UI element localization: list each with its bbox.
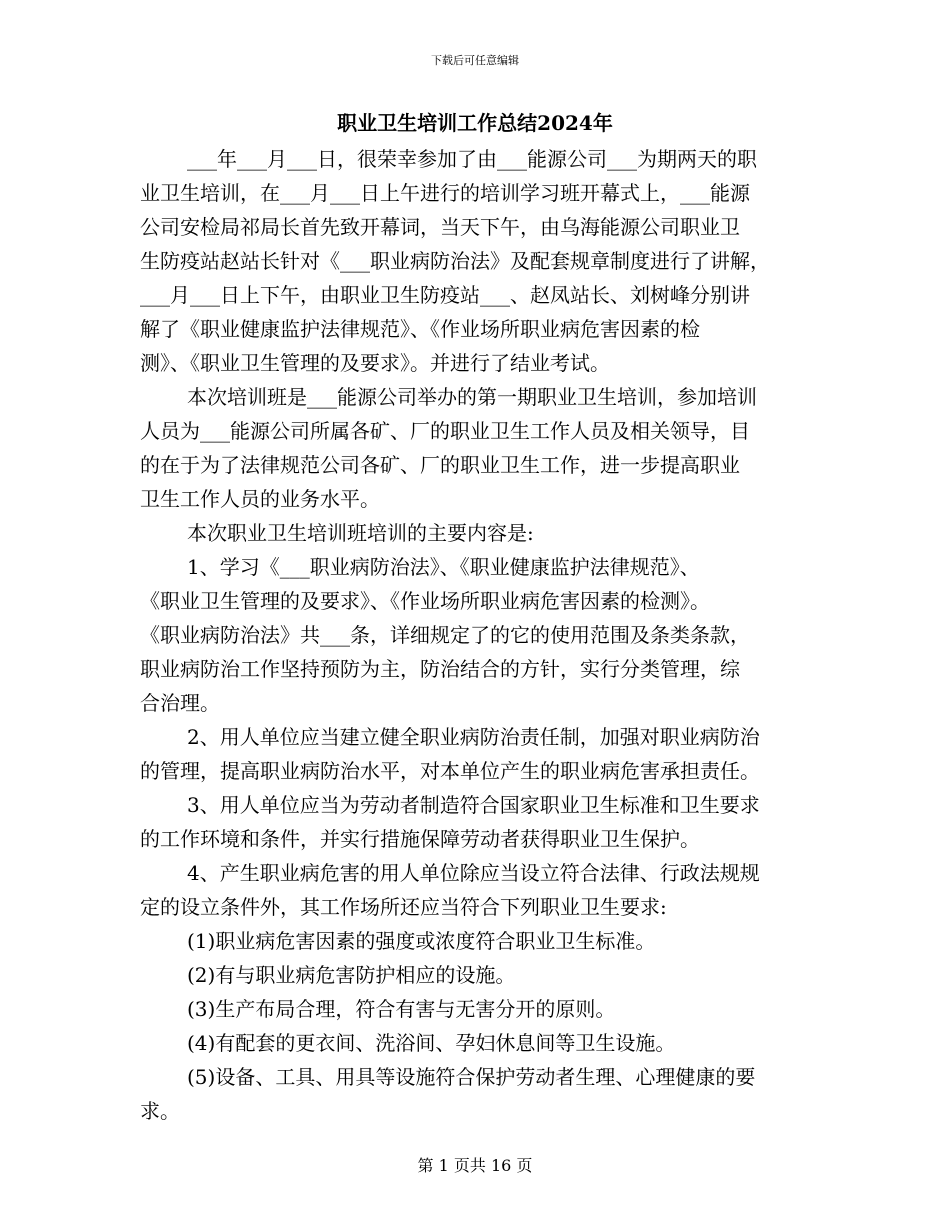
body-line: (3)生产布局合理，符合有害与无害分开的原则。 — [187, 997, 616, 1021]
body-line: 定的设立条件外，其工作场所还应当符合下列职业卫生要求: — [140, 895, 667, 919]
body-line: 4、产生职业病危害的用人单位除应当设立符合法律、行政法规规 — [187, 861, 760, 885]
body-line: 职业病防治工作坚持预防为主，防治结合的方针，实行分类管理，综 — [140, 657, 740, 681]
body-line: (2)有与职业病危害防护相应的设施。 — [187, 963, 516, 987]
body-line: 《职业卫生管理的及要求》、《作业场所职业病危害因素的检测》。 — [140, 589, 710, 613]
page-number: 第 1 页共 16 页 — [417, 1156, 533, 1175]
body-line: 1、学习《___职业病防治法》、《职业健康监护法律规范》、 — [187, 555, 700, 579]
body-line: 求。 — [140, 1099, 180, 1123]
body-line: 测》、《职业卫生管理的及要求》。并进行了结业考试。 — [140, 351, 610, 375]
body-line: 本次培训班是___能源公司举办的第一期职业卫生培训，参加培训 — [187, 385, 757, 409]
body-line: 卫生工作人员的业务水平。 — [140, 487, 380, 511]
body-line: 本次职业卫生培训班培训的主要内容是: — [187, 521, 534, 545]
body-line: 的在于为了法律规范公司各矿、厂的职业卫生工作，进一步提高职业 — [140, 453, 740, 477]
body-line: 3、用人单位应当为劳动者制造符合国家职业卫生标准和卫生要求 — [187, 793, 760, 817]
body-line: (1)职业病危害因素的强度或浓度符合职业卫生标准。 — [187, 929, 656, 953]
header-note: 下载后可任意编辑 — [431, 54, 519, 67]
body-line: 合治理。 — [140, 691, 220, 715]
body-line: 人员为___能源公司所属各矿、厂的职业卫生工作人员及相关领导，目 — [140, 419, 750, 443]
body-line: 业卫生培训，在___月___日上午进行的培训学习班开幕式上，___能源 — [140, 181, 750, 205]
body-line: ___月___日上下午，由职业卫生防疫站___、赵凤站长、刘树峰分别讲 — [140, 283, 750, 307]
body-line: (4)有配套的更衣间、洗浴间、孕妇休息间等卫生设施。 — [187, 1031, 676, 1055]
body-line: 的管理，提高职业病防治水平，对本单位产生的职业病危害承担责任。 — [140, 759, 760, 783]
body-line: (5)设备、工具、用具等设施符合保护劳动者生理、心理健康的要 — [187, 1065, 756, 1089]
body-line: 公司安检局祁局长首先致开幕词，当天下午，由乌海能源公司职业卫 — [140, 215, 740, 239]
body-line: 的工作环境和条件，并实行措施保障劳动者获得职业卫生保护。 — [140, 827, 700, 851]
body-line: 解了《职业健康监护法律规范》、《作业场所职业病危害因素的检 — [140, 317, 700, 341]
body-line: 《职业病防治法》共___条，详细规定了的它的使用范围及条类条款， — [140, 623, 750, 647]
body-line: ___年___月___日，很荣幸参加了由___能源公司___为期两天的职 — [187, 147, 757, 171]
document-title: 职业卫生培训工作总结2024年 — [337, 111, 613, 135]
body-line: 生防疫站赵站长针对《___职业病防治法》及配套规章制度进行了讲解， — [140, 249, 770, 273]
body-line: 2、用人单位应当建立健全职业病防治责任制，加强对职业病防治 — [187, 725, 760, 749]
